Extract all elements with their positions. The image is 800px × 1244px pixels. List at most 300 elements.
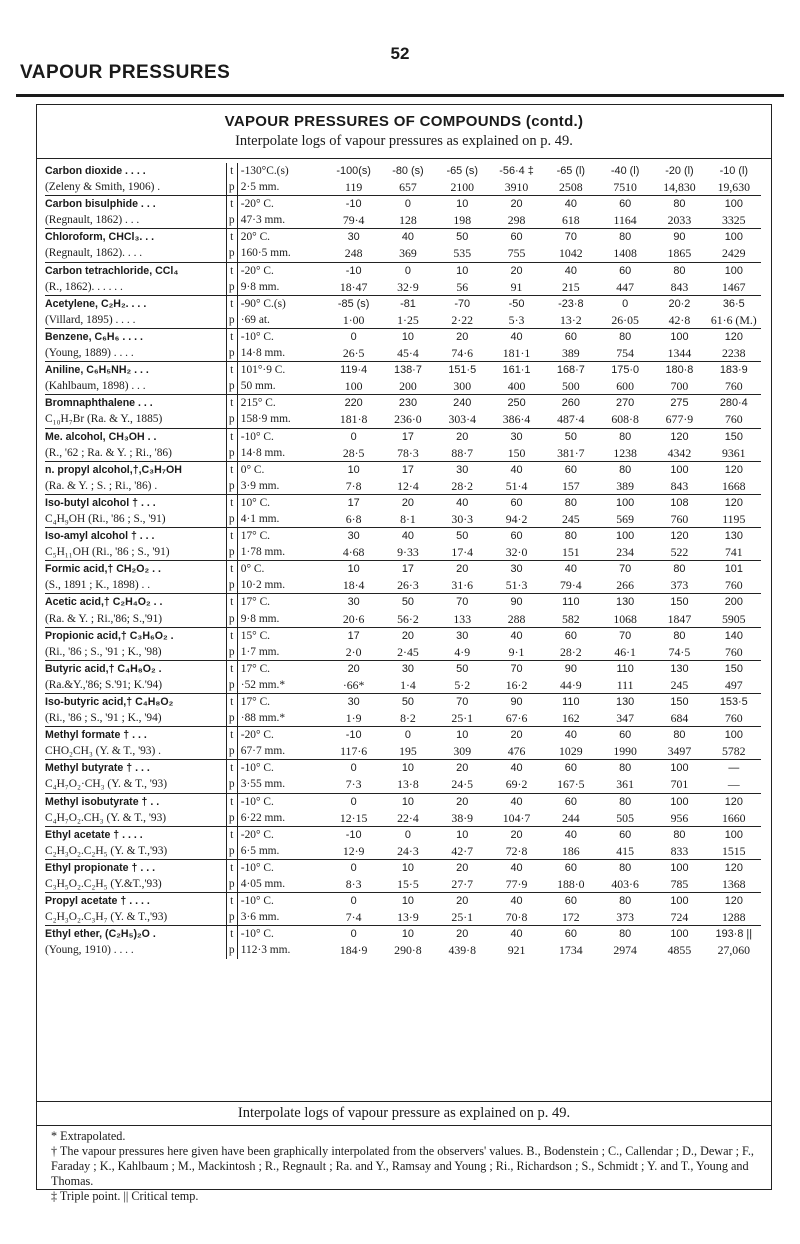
pressure-cell: 1029 bbox=[544, 743, 598, 760]
pressure-cell: 12·4 bbox=[381, 478, 435, 495]
temperature-cell: 230 bbox=[398, 397, 418, 410]
pressure-cell: 2·45 bbox=[381, 644, 435, 661]
compound-name: n. propyl alcohol,†,C₃H₇OH bbox=[45, 463, 182, 476]
pressure-cell: 522 bbox=[652, 544, 706, 561]
temperature-cell: -10 bbox=[345, 198, 362, 211]
pressure-cell: 162 bbox=[544, 710, 598, 727]
temperature-cell: 60 bbox=[564, 895, 577, 908]
temperature-row bbox=[45, 727, 761, 744]
pressure-cell: 42·7 bbox=[435, 843, 489, 860]
pressure-cell: 389 bbox=[544, 345, 598, 362]
temperature-cell: 50 bbox=[401, 596, 414, 609]
temperature-cell: 20 bbox=[510, 729, 523, 742]
row-label-p: p bbox=[226, 511, 237, 528]
temperature-row bbox=[45, 859, 761, 876]
footnote: † The vapour pressures here given have been graphically interpolated from the observers' values. B., Bodenstein ; C., Callendar ; D., Dewar ; F., Faraday ; K., Kahlbaum ; M., Mackintosh ; R., Regnault ; Ra. and Y., Ramsay and Young ; Ri., Richardson ; S., Schmidt ; Y. and T., Young and Thomas. bbox=[51, 1144, 754, 1188]
row-label-p: p bbox=[226, 411, 237, 428]
pressure-cell: 2508 bbox=[544, 179, 598, 196]
pressure-cell: 45·4 bbox=[381, 345, 435, 362]
pressure-cell: 386·4 bbox=[489, 411, 543, 428]
temperature-row bbox=[45, 694, 761, 711]
temperature-cell: 151·5 bbox=[448, 364, 477, 377]
pressure-cell: 785 bbox=[652, 876, 706, 893]
temperature-cell: — bbox=[728, 762, 740, 775]
temperature-cell: 150 bbox=[670, 596, 689, 609]
row-label-t: t bbox=[226, 229, 237, 246]
temperature-cell: 10 bbox=[401, 762, 414, 775]
pressure-cell: 921 bbox=[507, 943, 526, 958]
temperature-cell: 0 bbox=[404, 729, 411, 742]
temperature-cell: -100(s) bbox=[336, 165, 371, 177]
temperature-cell: 70 bbox=[456, 696, 469, 708]
row-label-p: p bbox=[226, 577, 237, 594]
pressure-cell: 28·5 bbox=[327, 445, 381, 462]
temperature-cell: 130 bbox=[616, 596, 635, 609]
row-label-p: p bbox=[226, 909, 237, 926]
temperature-cell: 20·2 bbox=[668, 297, 691, 310]
temperature-cell: 10 bbox=[347, 463, 360, 476]
pressure-cell: 535 bbox=[435, 245, 489, 262]
pressure-cell: 4·05 mm. bbox=[237, 876, 326, 893]
pressure-cell: 2033 bbox=[652, 212, 706, 229]
pressure-cell: 2974 bbox=[613, 943, 637, 958]
temperature-cell: 80 bbox=[619, 231, 632, 244]
pressure-cell: 6·5 mm. bbox=[237, 843, 326, 860]
compound-source: C₄H₇O₂.CH₃ (Y. & T., '93) bbox=[45, 810, 226, 827]
compound-source: (Young, 1889) . . . . bbox=[45, 345, 226, 362]
temperature-cell: 20 bbox=[510, 828, 523, 841]
temperature-cell: 40 bbox=[401, 231, 414, 244]
temperature-cell: 80 bbox=[673, 729, 686, 742]
pressure-cell: 843 bbox=[652, 478, 706, 495]
compound-name: Ethyl acetate † . . . . bbox=[45, 828, 143, 841]
temperature-cell: 150 bbox=[724, 662, 743, 675]
pressure-row bbox=[45, 644, 761, 661]
compound-source: (R., 1862). . . . . . bbox=[45, 279, 226, 296]
pressure-cell: 157 bbox=[544, 478, 598, 495]
pressure-cell: 298 bbox=[489, 212, 543, 229]
temperature-row bbox=[45, 295, 761, 312]
pressure-cell: 9·33 bbox=[381, 544, 435, 561]
compound-name: Iso-butyric acid,† C₄H₈O₂ bbox=[45, 696, 174, 708]
temperature-cell: 100 bbox=[724, 198, 743, 211]
row-label-p: p bbox=[226, 710, 237, 727]
temperature-cell: 10 bbox=[456, 828, 469, 841]
compound-name: Carbon bisulphide . . . bbox=[45, 198, 156, 211]
pressure-cell: 309 bbox=[435, 743, 489, 760]
temperature-cell: 250 bbox=[507, 397, 526, 410]
row-label-p: p bbox=[226, 876, 237, 893]
row-label-t: t bbox=[226, 694, 237, 711]
row-label-t: t bbox=[226, 859, 237, 876]
pressure-row bbox=[45, 245, 761, 262]
temperature-cell: -10° C. bbox=[240, 795, 274, 808]
temperature-cell: 183·9 bbox=[719, 364, 748, 377]
temperature-cell: 40 bbox=[564, 198, 577, 211]
temperature-cell: 80 bbox=[673, 264, 686, 277]
pressure-cell: 2·22 bbox=[435, 312, 489, 329]
temperature-cell: 17 bbox=[347, 496, 360, 509]
pressure-cell: 67·7 mm. bbox=[237, 743, 326, 760]
temperature-cell: 10 bbox=[347, 563, 360, 576]
pressure-cell: 13·9 bbox=[381, 909, 435, 926]
temperature-cell: 153·5 bbox=[719, 696, 748, 708]
temperature-cell: 70 bbox=[510, 662, 523, 675]
pressure-cell: 4·1 mm. bbox=[237, 511, 326, 528]
temperature-cell: 20 bbox=[456, 330, 469, 343]
compound-name: Methyl butyrate † . . . bbox=[45, 762, 150, 775]
temperature-row bbox=[45, 660, 761, 677]
compound-name: Carbon tetrachloride, CCl₄ bbox=[45, 264, 179, 277]
temperature-row bbox=[45, 362, 761, 379]
temperature-cell: 20 bbox=[456, 762, 469, 775]
row-label-t: t bbox=[226, 793, 237, 810]
pressure-cell: 26·3 bbox=[381, 577, 435, 594]
running-head: VAPOUR PRESSURES bbox=[20, 62, 231, 83]
temperature-cell: 40 bbox=[510, 895, 523, 908]
pressure-cell: 403·6 bbox=[598, 876, 652, 893]
pressure-cell: 245 bbox=[544, 511, 598, 528]
pressure-cell: 8·1 bbox=[381, 511, 435, 528]
temperature-cell: 10 bbox=[456, 264, 469, 277]
pressure-cell: 181·8 bbox=[327, 411, 381, 428]
header-rule bbox=[37, 158, 771, 159]
temperature-cell: -81 bbox=[400, 297, 416, 310]
temperature-cell: 120 bbox=[724, 496, 743, 509]
pressure-cell: 24·3 bbox=[381, 843, 435, 860]
pressure-cell: 657 bbox=[381, 179, 435, 196]
pressure-cell: 2429 bbox=[707, 245, 761, 262]
compound-source: C₄H₇O₂·CH₃ (Y. & T., '93) bbox=[45, 776, 226, 793]
temperature-cell: 60 bbox=[564, 330, 577, 343]
pressure-cell: 69·2 bbox=[489, 776, 543, 793]
temperature-cell: 90 bbox=[510, 596, 523, 609]
pressure-cell: 30·3 bbox=[435, 511, 489, 528]
pressure-cell: 172 bbox=[544, 909, 598, 926]
pressure-cell: 32·9 bbox=[381, 279, 435, 296]
temperature-cell: 180·8 bbox=[665, 364, 694, 377]
temperature-cell: 40 bbox=[510, 795, 523, 808]
pressure-cell: 843 bbox=[652, 279, 706, 296]
pressure-cell: 74·5 bbox=[652, 644, 706, 661]
temperature-cell: 100 bbox=[670, 928, 689, 941]
row-label-p: p bbox=[226, 445, 237, 462]
temperature-cell: -85 (s) bbox=[337, 297, 370, 310]
temperature-cell: 30 bbox=[347, 231, 360, 244]
temperature-cell: 120 bbox=[670, 430, 689, 443]
temperature-cell: 100 bbox=[616, 530, 635, 543]
pressure-cell: 1·4 bbox=[381, 677, 435, 694]
temperature-cell: 30 bbox=[347, 596, 360, 609]
temperature-cell: 20 bbox=[456, 795, 469, 808]
temperature-cell: 17° C. bbox=[240, 530, 271, 543]
pressure-cell: 4·68 bbox=[327, 544, 381, 561]
temperature-cell: 260 bbox=[561, 397, 580, 410]
row-label-p: p bbox=[226, 279, 237, 296]
temperature-cell: 100 bbox=[724, 264, 743, 277]
temperature-cell: 60 bbox=[619, 198, 632, 211]
temperature-row bbox=[45, 428, 761, 445]
temperature-cell: 50 bbox=[401, 696, 414, 708]
pressure-cell: 677·9 bbox=[652, 411, 706, 428]
pressure-cell: 956 bbox=[652, 810, 706, 827]
temperature-cell: -65 (l) bbox=[556, 165, 586, 177]
pressure-cell: 150 bbox=[489, 445, 543, 462]
compound-source: (Ri., '86 ; S., '91 ; K., '98) bbox=[45, 644, 226, 661]
temperature-cell: 10 bbox=[401, 330, 414, 343]
pressure-row bbox=[45, 279, 761, 296]
compound-name: Propyl acetate † . . . . bbox=[45, 895, 150, 908]
footnotes bbox=[51, 1129, 763, 1204]
temperature-row bbox=[45, 594, 761, 611]
pressure-cell: 373 bbox=[652, 577, 706, 594]
pressure-cell: 303·4 bbox=[435, 411, 489, 428]
pressure-cell: 3·55 mm. bbox=[237, 776, 326, 793]
pressure-cell: 27,060 bbox=[717, 943, 751, 958]
temperature-cell: 17° C. bbox=[240, 596, 271, 609]
pressure-cell: 760 bbox=[707, 411, 761, 428]
pressure-cell: 77·9 bbox=[489, 876, 543, 893]
compound-source: (Regnault, 1862). . . . bbox=[45, 245, 226, 262]
temperature-cell: -10 bbox=[345, 264, 362, 277]
pressure-row bbox=[45, 179, 761, 196]
temperature-cell: 60 bbox=[564, 762, 577, 775]
pressure-cell: 67·6 bbox=[489, 710, 543, 727]
pressure-cell: 1·9 bbox=[327, 710, 381, 727]
pressure-cell: 5905 bbox=[707, 611, 761, 628]
pressure-cell: 28·2 bbox=[544, 644, 598, 661]
temperature-cell: 60 bbox=[564, 463, 577, 476]
row-label-t: t bbox=[226, 528, 237, 545]
pressure-cell: 3·6 mm. bbox=[237, 909, 326, 926]
temperature-cell: 40 bbox=[510, 762, 523, 775]
pressure-cell: 288 bbox=[489, 611, 543, 628]
compound-name: Iso-amyl alcohol † . . . bbox=[45, 530, 155, 543]
compound-source: (Kahlbaum, 1898) . . . bbox=[45, 378, 226, 395]
temperature-cell: 90 bbox=[564, 662, 577, 675]
pressure-cell: 3910 bbox=[489, 179, 543, 196]
temperature-cell: -10° C. bbox=[240, 430, 274, 443]
temperature-cell: -65 (s) bbox=[446, 165, 478, 177]
pressure-cell: 1668 bbox=[707, 478, 761, 495]
temperature-cell: 20 bbox=[456, 861, 469, 874]
pressure-cell: 56·2 bbox=[381, 611, 435, 628]
row-label-p: p bbox=[226, 179, 237, 196]
pressure-cell: 1734 bbox=[559, 943, 583, 958]
pressure-cell: 47·3 mm. bbox=[237, 212, 326, 229]
pressure-cell: 1467 bbox=[707, 279, 761, 296]
compound-name: Aniline, C₆H₅NH₂ . . . bbox=[45, 364, 149, 377]
temperature-cell: 120 bbox=[724, 895, 743, 908]
temperature-cell: 110 bbox=[562, 596, 580, 609]
pressure-cell: 112·3 mm. bbox=[240, 944, 291, 957]
row-label-t: t bbox=[226, 494, 237, 511]
pressure-cell: 31·6 bbox=[435, 577, 489, 594]
pressure-row bbox=[45, 544, 761, 561]
temperature-cell: 60 bbox=[564, 795, 577, 808]
compound-source: (Zeleny & Smith, 1906) . bbox=[45, 179, 226, 196]
pressure-row bbox=[45, 445, 761, 462]
temperature-cell: 60 bbox=[510, 231, 523, 244]
pressure-cell: 133 bbox=[435, 611, 489, 628]
pressure-cell: 701 bbox=[652, 776, 706, 793]
row-label-t: t bbox=[226, 428, 237, 445]
pressure-cell: 755 bbox=[489, 245, 543, 262]
pressure-cell: 79·4 bbox=[327, 212, 381, 229]
pressure-cell: 28·2 bbox=[435, 478, 489, 495]
pressure-cell: 3497 bbox=[652, 743, 706, 760]
pressure-cell: 215 bbox=[544, 279, 598, 296]
pressure-cell: 12·15 bbox=[327, 810, 381, 827]
row-label-p: p bbox=[226, 743, 237, 760]
temperature-cell: -130°C.(s) bbox=[240, 165, 289, 177]
compound-source: C₃H₅O₂.C₂H₅ (Y.&T.,'93) bbox=[45, 876, 226, 893]
compound-name: Iso-butyl alcohol † . . . bbox=[45, 496, 156, 509]
pressure-cell: 94·2 bbox=[489, 511, 543, 528]
pressure-cell: 760 bbox=[707, 378, 761, 395]
temperature-cell: 90 bbox=[673, 231, 686, 244]
temperature-cell: 80 bbox=[619, 861, 632, 874]
pressure-cell: 248 bbox=[327, 245, 381, 262]
pressure-cell: 724 bbox=[652, 909, 706, 926]
compound-source: C₄H₉OH (Ri., '86 ; S., '91) bbox=[45, 511, 226, 528]
temperature-cell: 60 bbox=[619, 264, 632, 277]
pressure-cell: 381·7 bbox=[544, 445, 598, 462]
pressure-cell: 2·0 bbox=[327, 644, 381, 661]
row-label-t: t bbox=[226, 328, 237, 345]
pressure-cell: 1238 bbox=[598, 445, 652, 462]
temperature-cell: -23·8 bbox=[558, 297, 584, 310]
temperature-cell: -10 (l) bbox=[719, 165, 749, 177]
compound-name: Carbon dioxide . . . . bbox=[45, 165, 146, 177]
pressure-cell: 46·1 bbox=[598, 644, 652, 661]
pressure-row bbox=[45, 843, 761, 860]
pressure-cell: 26·05 bbox=[598, 312, 652, 329]
pressure-cell: 181·1 bbox=[489, 345, 543, 362]
temperature-cell: 50 bbox=[456, 231, 469, 244]
temperature-cell: 20 bbox=[456, 563, 469, 576]
pressure-cell: 1847 bbox=[652, 611, 706, 628]
temperature-cell: 20 bbox=[456, 430, 469, 443]
footnote: ‡ Triple point. || Critical temp. bbox=[51, 1189, 199, 1203]
compound-source: C₂H₃O₂.C₂H₅ (Y. & T.,'93) bbox=[45, 843, 226, 860]
temperature-cell: -20 (l) bbox=[665, 165, 694, 177]
temperature-cell: -56·4 ‡ bbox=[499, 165, 534, 177]
temperature-cell: 120 bbox=[670, 530, 689, 543]
pressure-row bbox=[45, 411, 761, 428]
pressure-cell: 1195 bbox=[707, 511, 761, 528]
pressure-cell: 600 bbox=[598, 378, 652, 395]
temperature-cell: 101 bbox=[724, 563, 743, 576]
pressure-cell: 7·3 bbox=[327, 776, 381, 793]
pressure-row bbox=[45, 876, 761, 893]
temperature-row bbox=[45, 262, 761, 279]
pressure-cell: 1344 bbox=[652, 345, 706, 362]
pressure-cell: 188·0 bbox=[544, 876, 598, 893]
pressure-cell: 266 bbox=[598, 577, 652, 594]
temperature-cell: 270 bbox=[616, 397, 635, 410]
pressure-cell: 111 bbox=[598, 677, 652, 694]
pressure-cell: 100 bbox=[327, 378, 381, 395]
row-label-t: t bbox=[226, 627, 237, 644]
temperature-cell: 40 bbox=[510, 861, 523, 874]
pressure-cell: 26·5 bbox=[327, 345, 381, 362]
temperature-cell: 20 bbox=[456, 928, 469, 941]
pressure-cell: 608·8 bbox=[598, 411, 652, 428]
pressure-cell: 1660 bbox=[707, 810, 761, 827]
temperature-cell: 70 bbox=[619, 563, 632, 576]
pressure-cell: 160·5 mm. bbox=[237, 245, 326, 262]
pressure-cell: 25·1 bbox=[435, 909, 489, 926]
pressure-cell: 400 bbox=[489, 378, 543, 395]
top-rule bbox=[16, 94, 784, 97]
temperature-cell: 150 bbox=[670, 696, 689, 708]
table-subcaption: Interpolate logs of vapour pressures as explained on p. 49. bbox=[235, 133, 573, 149]
pressure-cell: 70·8 bbox=[489, 909, 543, 926]
pressure-cell: 12·9 bbox=[327, 843, 381, 860]
pressure-row bbox=[45, 909, 761, 926]
pressure-cell: 487·4 bbox=[544, 411, 598, 428]
pressure-cell: 244 bbox=[544, 810, 598, 827]
pressure-cell: 3325 bbox=[707, 212, 761, 229]
temperature-cell: 130 bbox=[724, 530, 743, 543]
pressure-cell: 1·25 bbox=[381, 312, 435, 329]
table-frame bbox=[36, 104, 772, 1203]
pressure-cell: 13·2 bbox=[544, 312, 598, 329]
pressure-cell: 389 bbox=[598, 478, 652, 495]
compound-source: (Ra. & Y. ; S. ; Ri., '86) . bbox=[45, 478, 226, 495]
pressure-cell: 18·47 bbox=[327, 279, 381, 296]
compound-name: Ethyl ether, (C₂H₅)₂O . bbox=[45, 928, 156, 941]
pressure-cell: 500 bbox=[544, 378, 598, 395]
row-label-t: t bbox=[226, 826, 237, 843]
pressure-cell: 186 bbox=[544, 843, 598, 860]
temperature-cell: -10° C. bbox=[240, 330, 274, 343]
pressure-cell: 15·5 bbox=[381, 876, 435, 893]
temperature-cell: 0 bbox=[622, 297, 629, 310]
compound-name: Acetylene, C₂H₂. . . . bbox=[45, 297, 147, 310]
row-label-p: p bbox=[226, 544, 237, 561]
pressure-cell: ·66* bbox=[327, 677, 381, 694]
temperature-cell: 0 bbox=[350, 762, 357, 775]
notes-rule bbox=[37, 1125, 771, 1126]
pressure-row bbox=[45, 942, 761, 958]
pressure-cell: 18·4 bbox=[327, 577, 381, 594]
pressure-cell: 2100 bbox=[435, 179, 489, 196]
pressure-cell: 833 bbox=[652, 843, 706, 860]
pressure-cell: 198 bbox=[435, 212, 489, 229]
temperature-cell: 50 bbox=[564, 430, 577, 443]
row-label-p: p bbox=[226, 345, 237, 362]
temperature-cell: 0 bbox=[350, 928, 357, 941]
compound-name: Ethyl propionate † . . . bbox=[45, 861, 156, 874]
temperature-cell: 20 bbox=[510, 198, 523, 211]
row-label-p: p bbox=[226, 312, 237, 329]
temperature-cell: 161·1 bbox=[502, 364, 531, 377]
temperature-cell: 110 bbox=[562, 696, 580, 708]
temperature-cell: 17 bbox=[401, 430, 414, 443]
temperature-cell: 130 bbox=[616, 696, 635, 708]
pressure-row bbox=[45, 776, 761, 793]
row-label-p: p bbox=[226, 843, 237, 860]
temperature-cell: 80 bbox=[564, 496, 577, 509]
row-label-p: p bbox=[226, 776, 237, 793]
pressure-cell: 1·00 bbox=[327, 312, 381, 329]
temperature-cell: 20° C. bbox=[240, 231, 271, 244]
pressure-cell: 167·5 bbox=[544, 776, 598, 793]
temperature-cell: 100 bbox=[670, 762, 689, 775]
row-label-p: p bbox=[226, 611, 237, 628]
